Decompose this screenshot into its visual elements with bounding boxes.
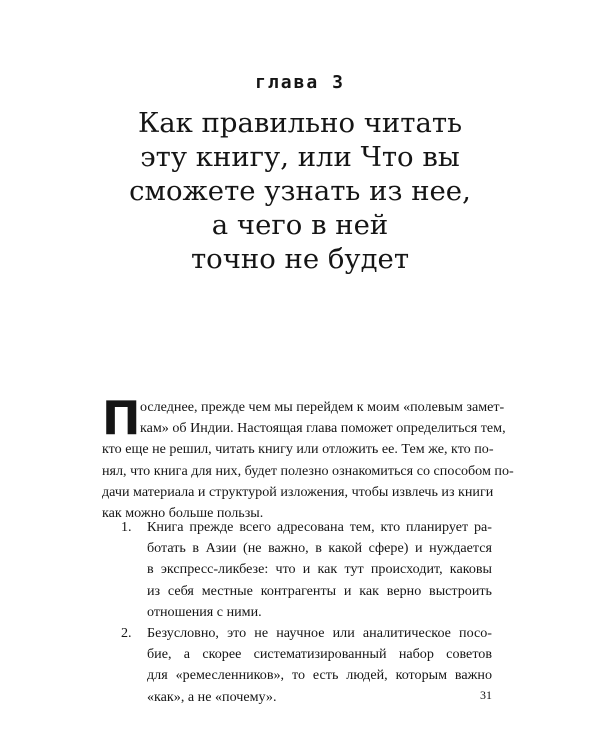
list-item-line: Книга прежде всего адресована тем, кто планирует ра- (147, 519, 492, 535)
paragraph-line: нял, что книга для них, будет полезно ознакомиться со способом по- (102, 462, 514, 479)
list-item-line: бие, а скорее систематизированный набор советов (147, 646, 492, 663)
chapter-title-line: сможете узнать из нее, (129, 175, 471, 207)
list-item-line: ботать в Азии (не важно, в какой сфере) и нуждается (147, 540, 492, 557)
list-item (102, 623, 492, 708)
paragraph-line: дачи материала и структурой изложения, чтобы извлечь из книги (102, 483, 494, 500)
list-item-line: в экспресс-ликбезе: что и как тут происходит, каковы (147, 561, 492, 578)
list-item-line: «как», а не «почему». (147, 688, 277, 705)
paragraph-line: кто еще не решил, читать книгу или отложить ее. Тем же, кто по- (102, 441, 494, 458)
drop-cap: П (102, 391, 141, 445)
list-item-line: для «ремесленников», то есть людей, которым важно (147, 667, 492, 684)
chapter-label: глава 3 (255, 72, 345, 93)
paragraph-line: кам» об Индии. Настоящая глава поможет определиться тем, (140, 420, 506, 437)
chapter-title-line: а чего в ней (211, 209, 389, 241)
page-number: 31 (480, 688, 492, 702)
list-item (102, 517, 492, 623)
chapter-title-line: эту книгу, или Что вы (140, 141, 460, 173)
chapter-title-line: Как правильно читать (137, 107, 463, 139)
chapter-title-line: точно не будет (190, 243, 410, 275)
list-item-number: 2. (121, 624, 132, 641)
intro-paragraph (102, 391, 514, 524)
list-item-line: из себя местные контрагенты и как верно выстроить (147, 582, 492, 599)
list-item-number: 1. (121, 519, 132, 535)
chapter-title (100, 106, 500, 276)
paragraph-line: как можно больше пользы. (102, 504, 264, 521)
numbered-list (102, 517, 492, 708)
paragraph-line: оследнее, прежде чем мы перейдем к моим «полевым замет- (140, 399, 505, 415)
list-item-line: отношения с ними. (147, 603, 262, 620)
list-item-line: Безусловно, это не научное или аналитическое посо- (147, 624, 492, 641)
